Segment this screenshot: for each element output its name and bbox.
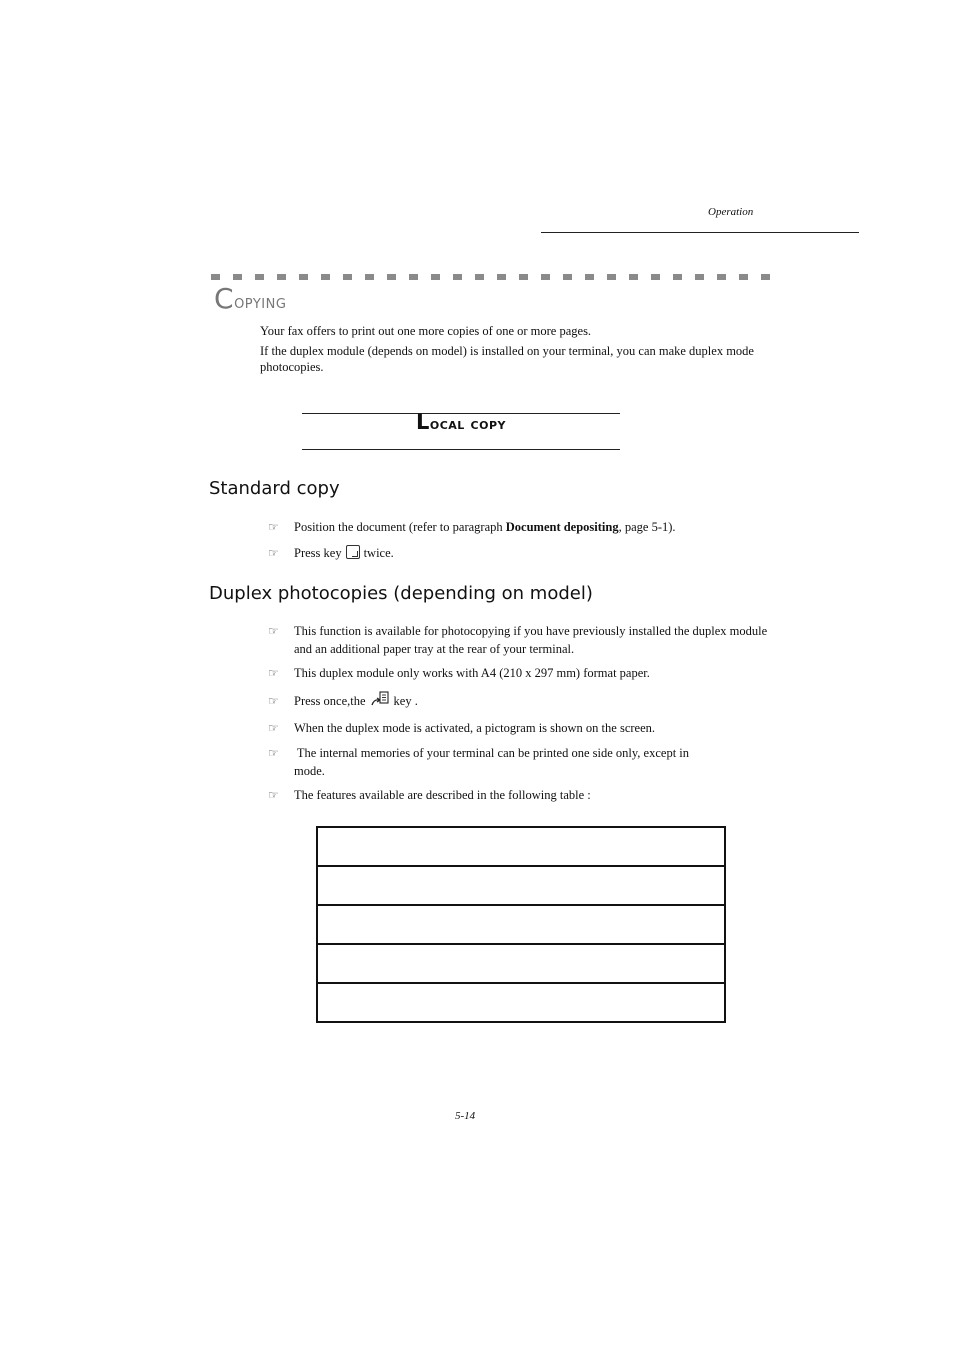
duplex-heading: Duplex photocopies (depending on model)	[209, 583, 593, 604]
table-row	[317, 827, 725, 866]
table-row	[317, 983, 725, 1022]
pointing-hand-icon: ☞	[268, 520, 279, 534]
section-dash-bar	[211, 274, 783, 280]
intro-line-1: Your fax offers to print out one more copies of one or more pages.	[260, 324, 592, 338]
section-title: Copying	[214, 282, 287, 315]
duplex-bullet-3: ☞ Press once,the key .	[268, 691, 788, 710]
pointing-hand-icon: ☞	[268, 546, 279, 560]
local-copy-title: Local copy	[415, 410, 506, 434]
running-header: Operation	[708, 206, 754, 218]
features-table	[316, 826, 726, 1023]
duplex-bullet-5: ☞ The internal memories of your terminal can be printed one side only, except in mode.	[268, 746, 690, 778]
duplex-bullet-2: ☞ This duplex module only works with A4 (210 x 297 mm) format paper.	[268, 666, 650, 680]
copy-key-icon	[346, 545, 360, 559]
intro-line-2: If the duplex module (depends on model) is installed on your terminal, you can make duplex mode photocopies.	[260, 344, 754, 374]
pointing-hand-icon: ☞	[268, 746, 279, 760]
standard-copy-heading: Standard copy	[209, 478, 340, 499]
duplex-bullet-6: ☞ The features available are described in the following table :	[268, 788, 591, 802]
pointing-hand-icon: ☞	[268, 788, 279, 802]
table-row	[317, 866, 725, 905]
pointing-hand-icon: ☞	[268, 721, 279, 735]
pointing-hand-icon: ☞	[268, 694, 279, 708]
table-row	[317, 905, 725, 944]
table-row	[317, 944, 725, 983]
duplex-key-icon	[370, 691, 390, 709]
duplex-bullet-4: ☞ When the duplex mode is activated, a pictogram is shown on the screen.	[268, 721, 656, 735]
pointing-hand-icon: ☞	[268, 666, 279, 680]
header-rule	[541, 232, 859, 233]
pointing-hand-icon: ☞	[268, 624, 279, 638]
standard-bullet-1: ☞ Position the document (refer to paragraph Document depositing, page 5-1).	[268, 520, 676, 534]
duplex-bullet-1: ☞ This function is available for photocopying if you have previously installed the duplex module and an additional paper tray at the rear of your terminal.	[268, 624, 768, 656]
local-copy-bottom-rule	[302, 449, 620, 450]
page-number: 5-14	[455, 1110, 476, 1122]
standard-bullet-2: ☞ Press key twice.	[268, 546, 394, 560]
